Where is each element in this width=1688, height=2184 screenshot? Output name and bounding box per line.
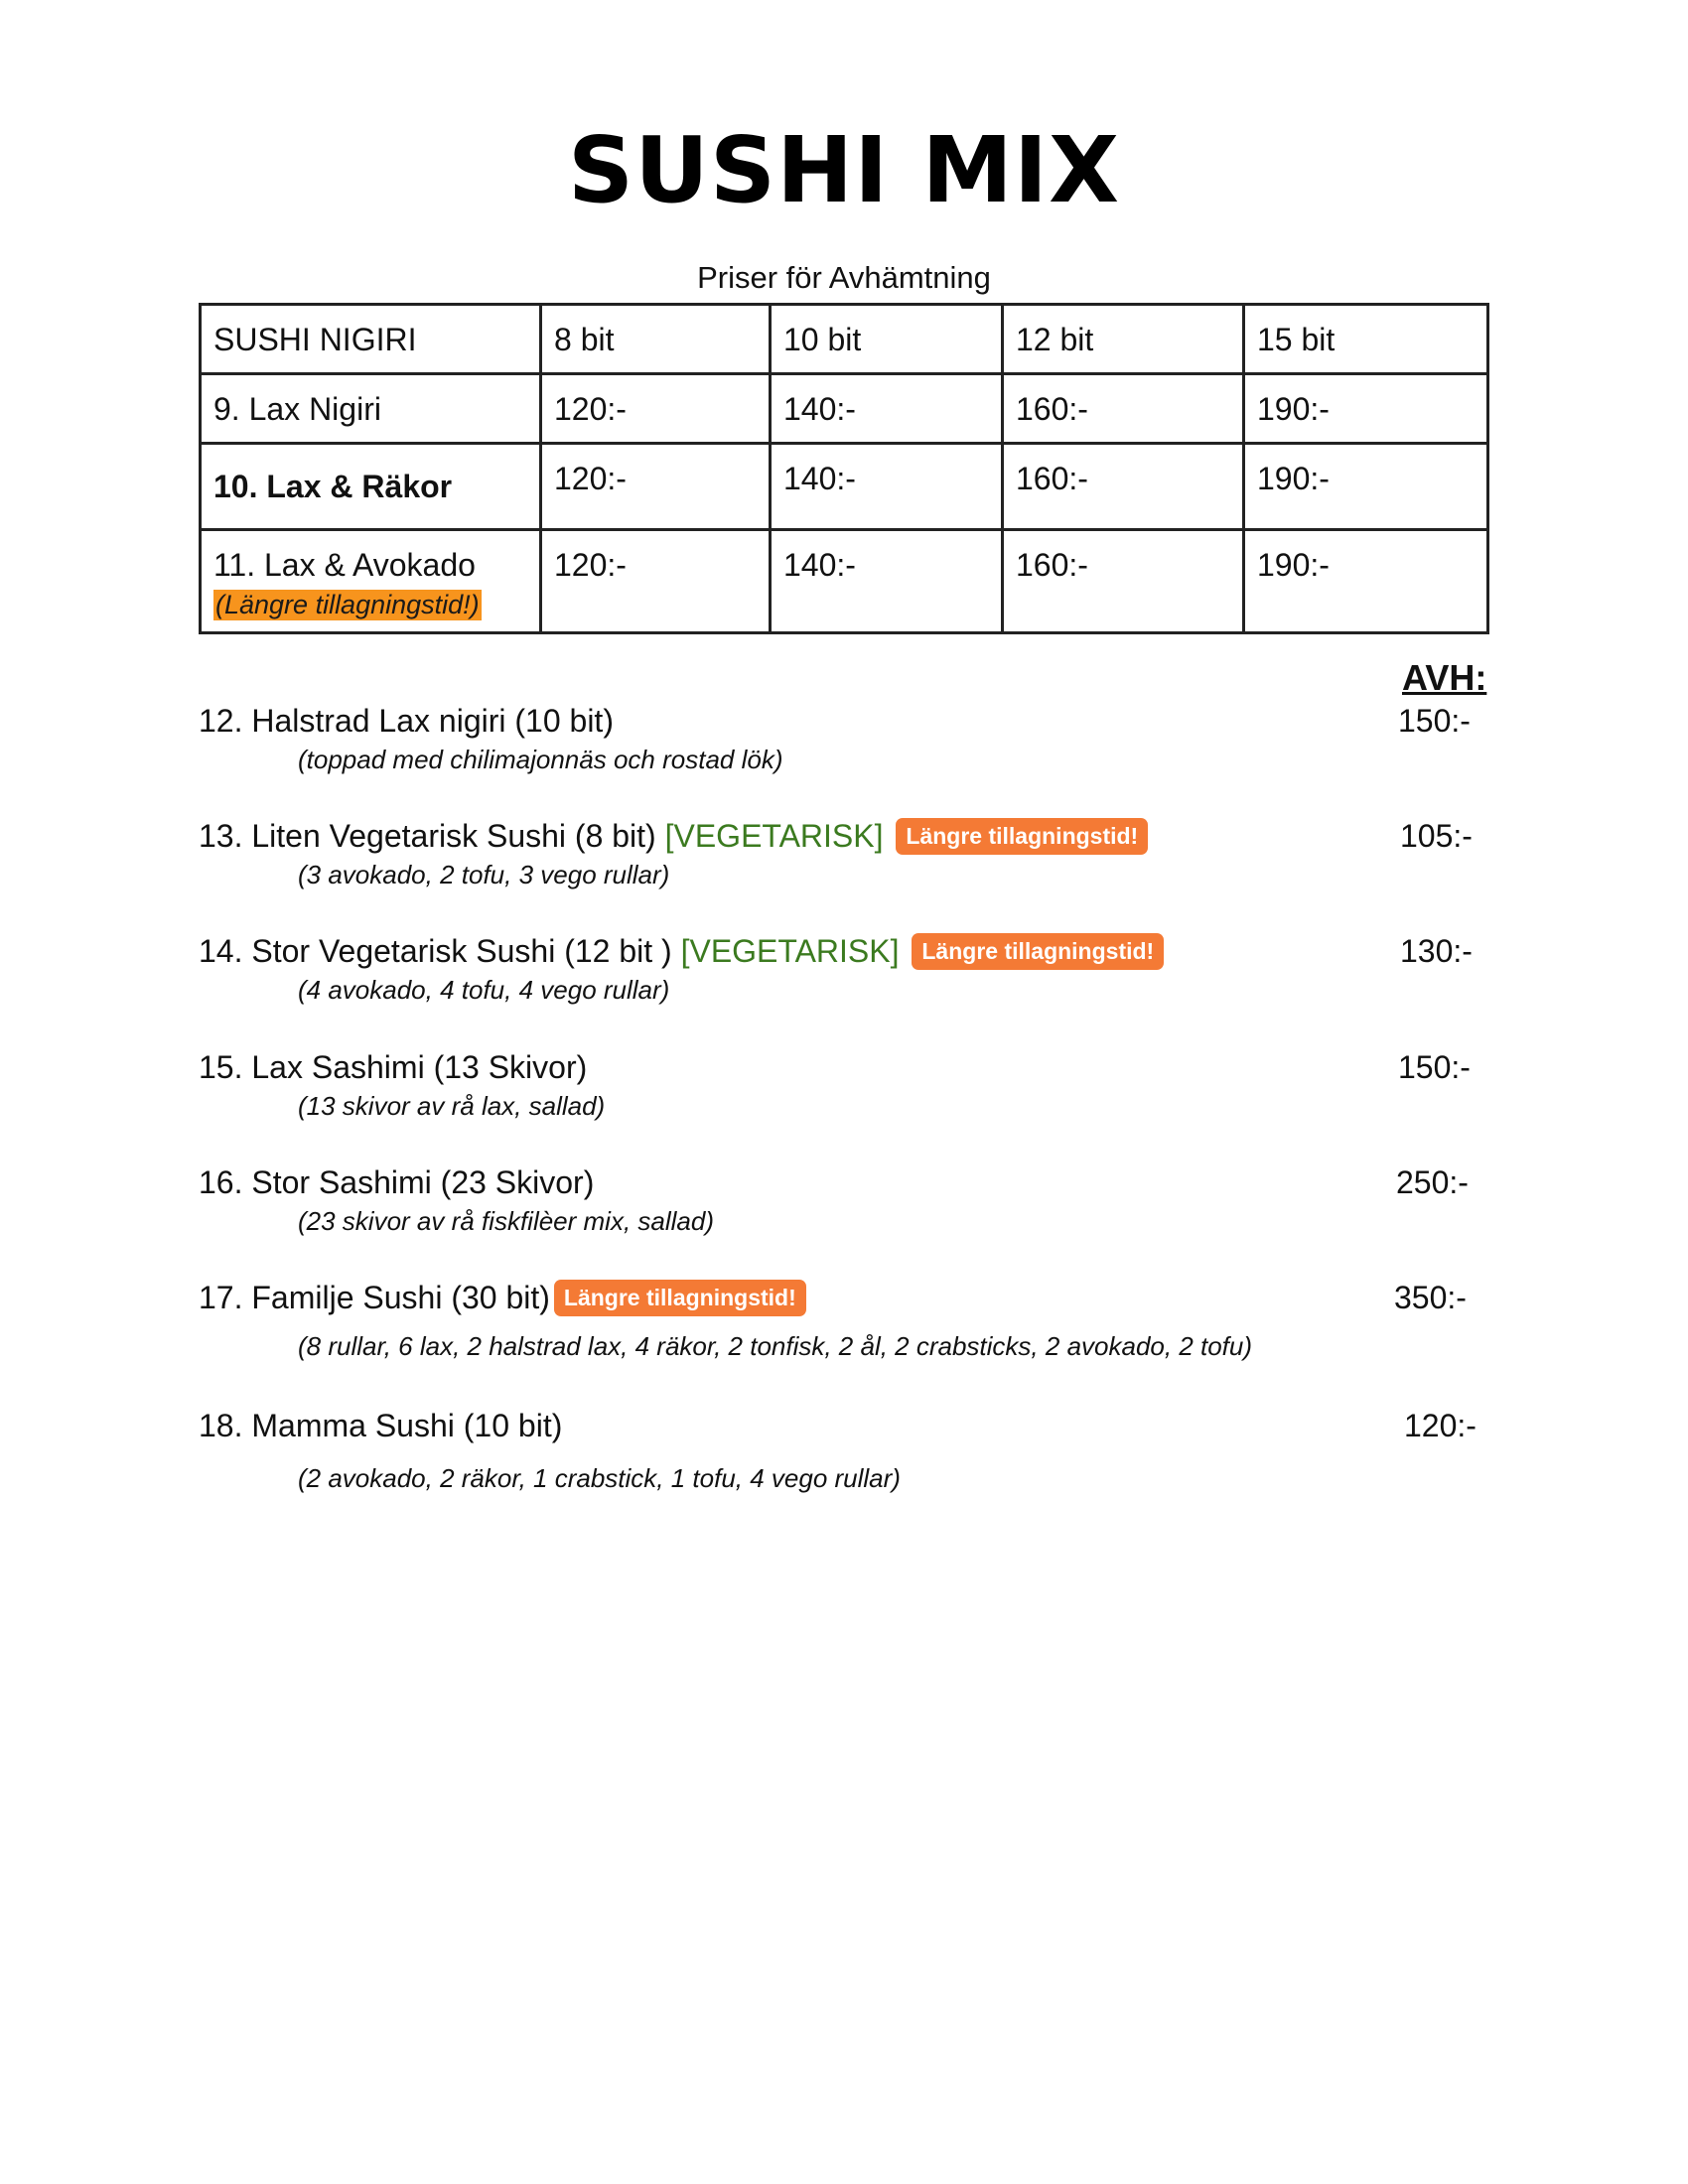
table-cell-price: 160:- [1003,530,1244,633]
table-cell-name: 9. Lax Nigiri [201,374,541,444]
nigiri-price-table [199,303,1489,634]
table-cell-price: 140:- [771,444,1003,530]
longer-prep-badge: Längre tillagningstid! [912,933,1164,970]
table-cell-name: 11. Lax & Avokado [213,547,476,583]
table-cell-price: 140:- [771,530,1003,633]
menu-item-price: 120:- [1404,1408,1477,1443]
menu-item-name: 15. Lax Sashimi (13 Skivor) [199,1049,588,1085]
table-header-row [201,305,1488,374]
table-header-cell: 10 bit [771,305,1003,374]
menu-item-price: 150:- [1398,1049,1471,1085]
menu-item-description: (2 avokado, 2 räkor, 1 crabstick, 1 tofu, 4 vego rullar) [298,1463,901,1493]
menu-item-price: 250:- [1396,1164,1469,1200]
table-cell-price: 190:- [1244,374,1488,444]
table-header-cell: 8 bit [541,305,771,374]
menu-item-name: 17. Familje Sushi (30 bit) Längre tillagningstid! [199,1280,806,1316]
table-cell-price: 120:- [541,530,771,633]
table-cell-name-with-note [201,530,541,633]
longer-prep-note: (Längre tillagningstid!) [215,590,480,619]
menu-item-description: (23 skivor av rå fiskfilèer mix, sallad) [298,1206,714,1236]
menu-item-price: 105:- [1400,818,1473,854]
table-row [201,444,1488,530]
table-header-cell: 12 bit [1003,305,1244,374]
menu-item-name: 14. Stor Vegetarisk Sushi (12 bit ) [VEGETARISK] Längre tillagningstid! [199,933,1164,970]
table-cell-price: 120:- [541,444,771,530]
menu-item-description: (13 skivor av rå lax, sallad) [298,1091,606,1121]
table-cell-price: 190:- [1244,530,1488,633]
menu-item-price: 150:- [1398,703,1471,739]
menu-item-name: 18. Mamma Sushi (10 bit) [199,1408,563,1443]
menu-item-name: 13. Liten Vegetarisk Sushi (8 bit) [VEGETARISK] Längre tillagningstid! [199,818,1148,855]
table-cell-price: 160:- [1003,374,1244,444]
menu-item-description: (toppad med chilimajonnäs och rostad lök) [298,745,783,774]
vegetarian-tag: [VEGETARISK] [664,818,884,854]
table-header-cell: 15 bit [1244,305,1488,374]
table-cell-name: 10. Lax & Räkor [201,444,541,530]
longer-prep-badge: Längre tillagningstid! [896,818,1148,855]
avh-column-header: AVH: [1402,657,1487,698]
menu-item-price: 350:- [1394,1280,1467,1315]
menu-item-price: 130:- [1400,933,1473,969]
vegetarian-tag: [VEGETARISK] [680,933,900,969]
table-cell-price: 120:- [541,374,771,444]
menu-item-description: (3 avokado, 2 tofu, 3 vego rullar) [298,860,670,889]
menu-item-name: 16. Stor Sashimi (23 Skivor) [199,1164,595,1200]
table-header-cell: SUSHI NIGIRI [201,305,541,374]
longer-prep-badge: Längre tillagningstid! [554,1280,806,1316]
table-cell-price: 160:- [1003,444,1244,530]
menu-item-description: (8 rullar, 6 lax, 2 halstrad lax, 4 räkor, 2 tonfisk, 2 ål, 2 crabsticks, 2 avokado, 2 tofu) [298,1331,1253,1361]
page-subtitle: Priser för Avhämtning [697,260,991,295]
table-cell-price: 140:- [771,374,1003,444]
menu-item-name: 12. Halstrad Lax nigiri (10 bit) [199,703,614,739]
table-row [201,530,1488,633]
menu-item-description: (4 avokado, 4 tofu, 4 vego rullar) [298,975,670,1005]
page-title: SUSHI MIX [567,117,1121,223]
table-cell-price: 190:- [1244,444,1488,530]
table-row [201,374,1488,444]
